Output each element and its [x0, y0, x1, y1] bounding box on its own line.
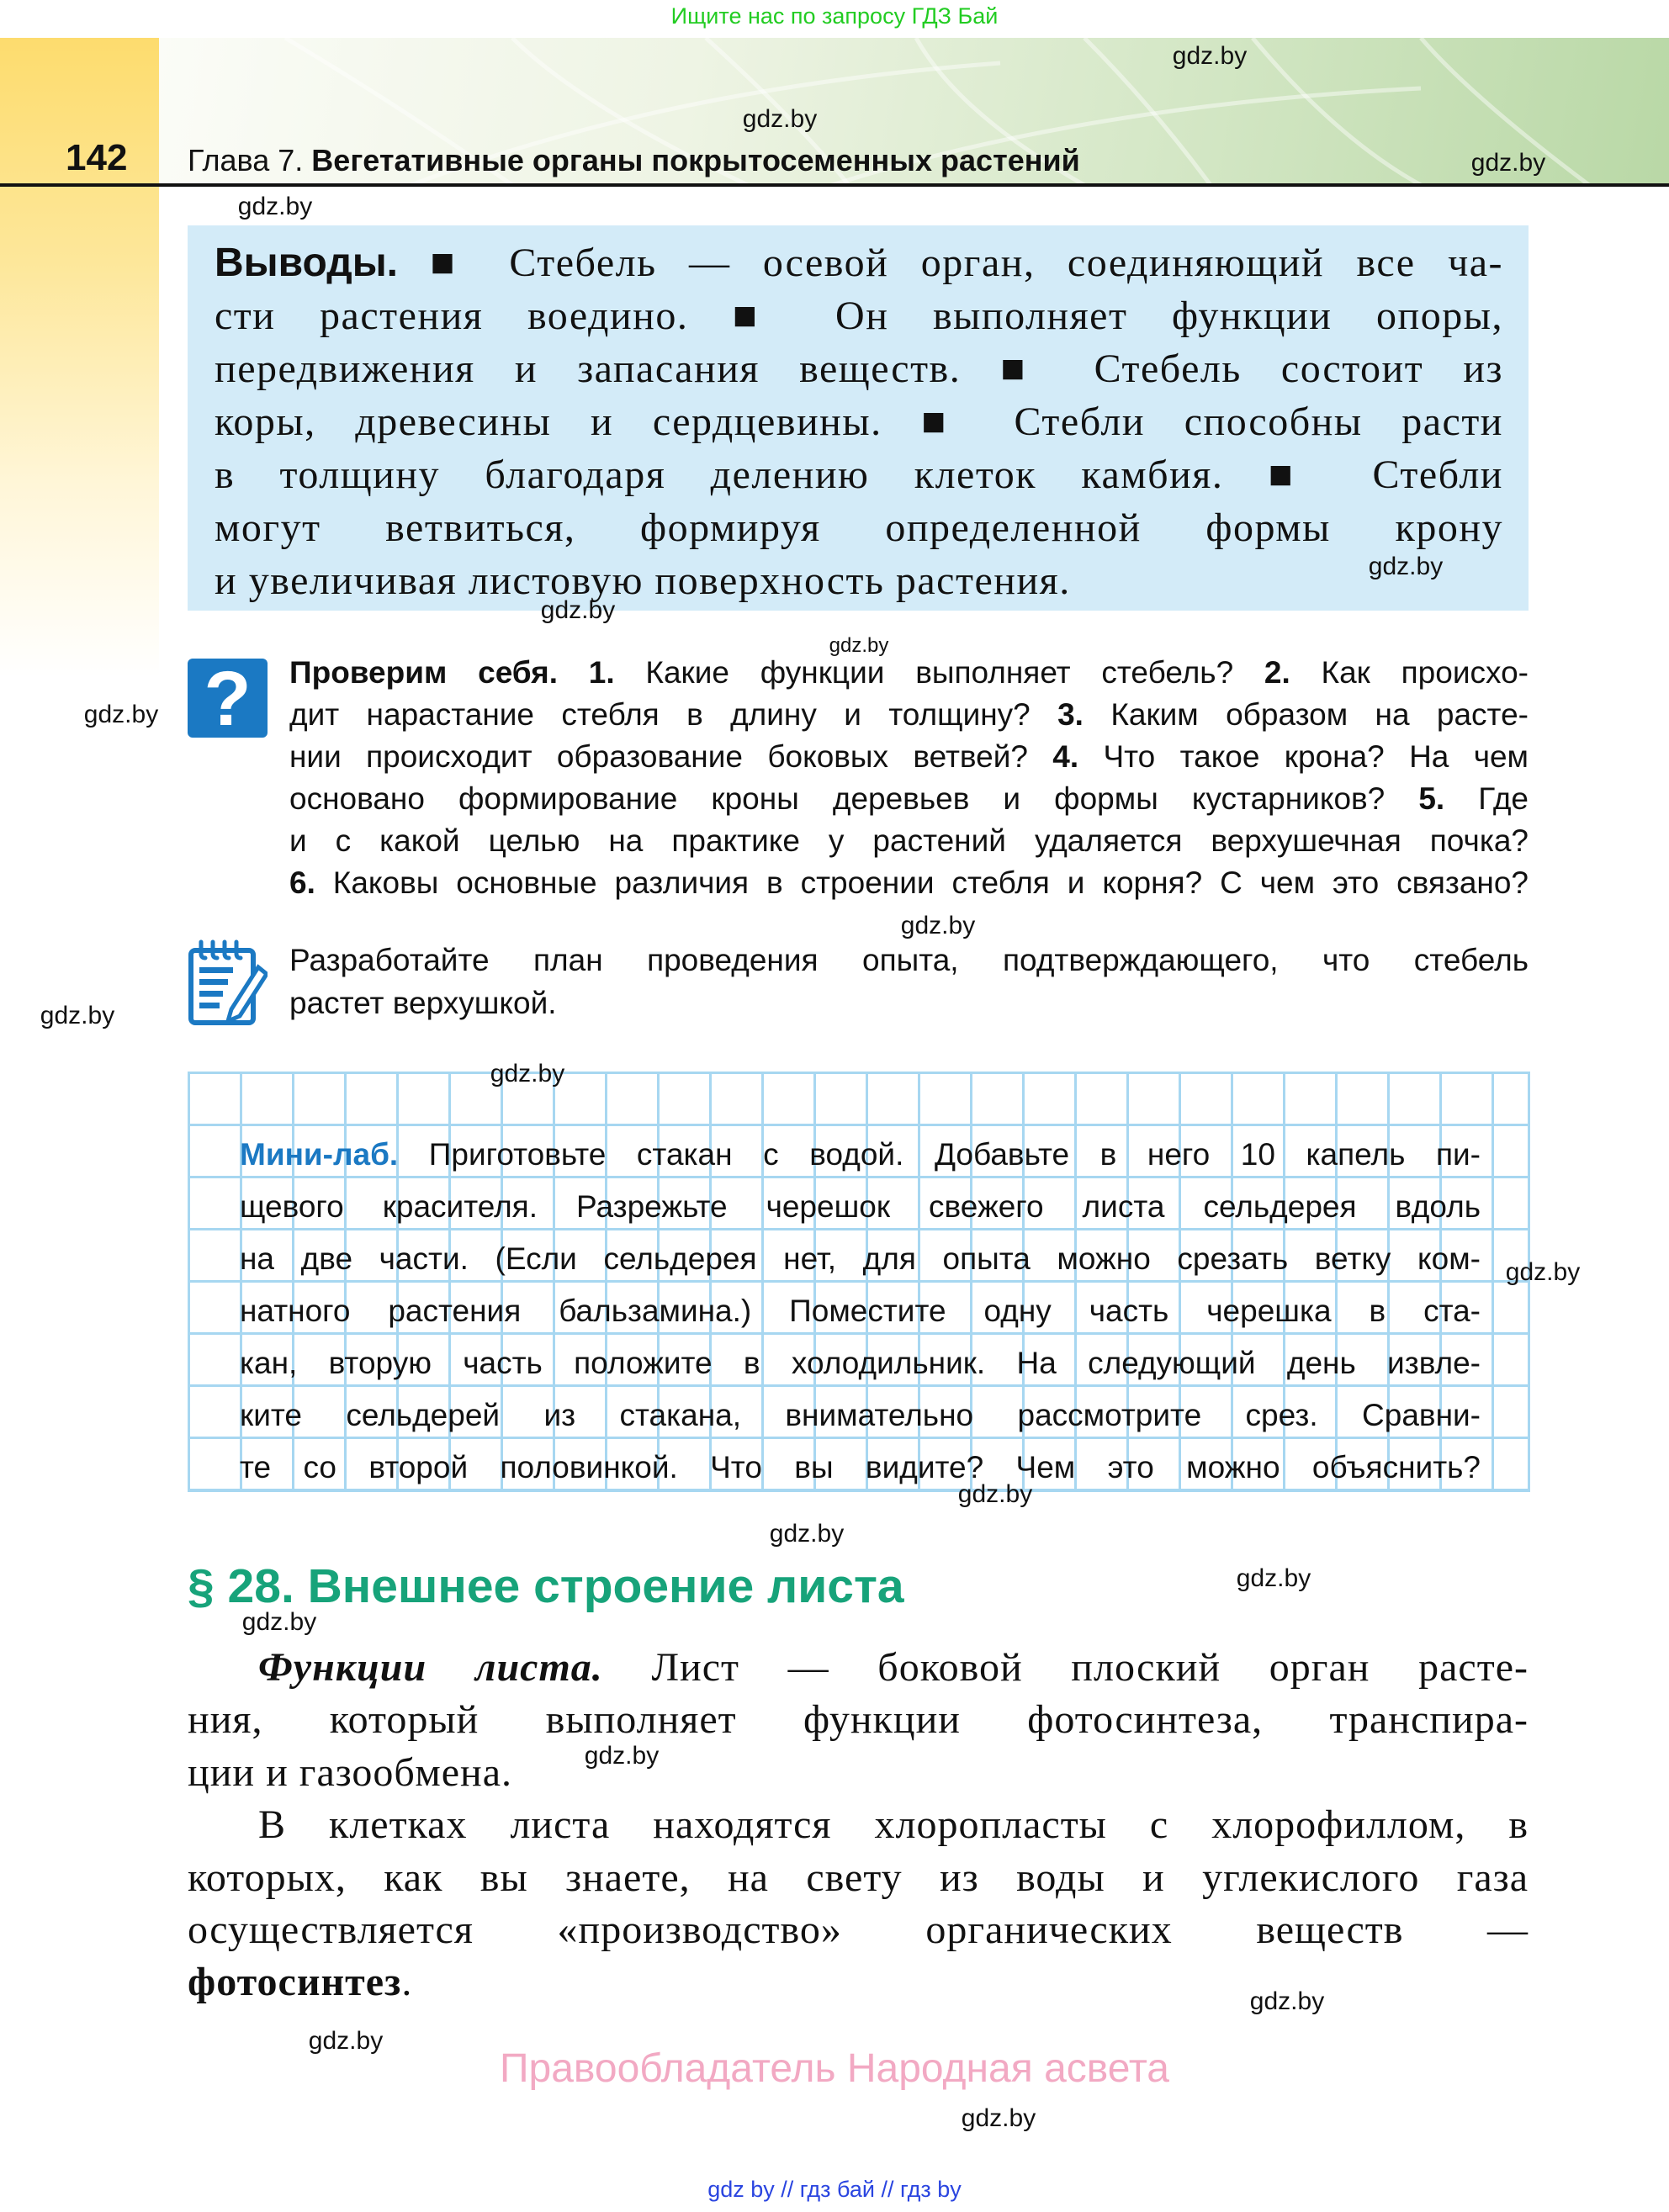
- text-segment: Какие функции выполняет стебель?: [614, 655, 1264, 690]
- emphasis-text: Функции листа.: [258, 1645, 603, 1690]
- self-check-questions: [289, 652, 1529, 904]
- watermark: gdz.by: [237, 193, 313, 220]
- section-body: [188, 1642, 1529, 2009]
- emphasis-text: 5.: [1418, 781, 1445, 816]
- question-mark-icon: ?: [188, 659, 268, 738]
- text-segment: ния, который выполняет функции фотосинтеза, транспира-: [188, 1697, 1529, 1743]
- text-line: [188, 1852, 1529, 1904]
- text-segment: передвижения и запасания веществ. ■ Стебель состоит из: [215, 347, 1503, 391]
- text-segment: Каковы основные различия в строении стебля и корня? С чем это связано?: [315, 865, 1529, 900]
- text-line: [240, 1181, 1481, 1233]
- text-line: [215, 289, 1503, 342]
- notebook-pencil-icon: [188, 939, 268, 1027]
- text-line: [188, 1642, 1529, 1694]
- watermark: gdz.by: [1236, 1564, 1311, 1592]
- chapter-name: Вегетативные органы покрытосеменных растений: [311, 143, 1080, 177]
- top-banner: Ищите нас по запросу ГДЗ Бай: [670, 3, 999, 29]
- chapter-prefix: Глава 7.: [188, 143, 304, 177]
- watermark: gdz.by: [1470, 149, 1546, 177]
- text-segment: те со второй половинкой. Что вы видите? Чем это можно объяснить?: [240, 1450, 1481, 1484]
- text-segment: щевого красителя. Разрежьте черешок свежего листа сельдерея вдоль: [240, 1189, 1481, 1224]
- text-segment: растет верхушкой.: [289, 986, 557, 1020]
- text-segment: и увеличивая листовую поверхность растения.: [215, 558, 1071, 603]
- text-segment: Что такое крона? На чем: [1078, 739, 1529, 774]
- text-line: [188, 1694, 1529, 1746]
- task-text: [289, 939, 1529, 1024]
- text-segment: основано формирование кроны деревьев и формы кустарников?: [289, 781, 1419, 816]
- emphasis-text: Выводы.: [215, 241, 399, 285]
- text-line: [215, 342, 1503, 395]
- text-line: [289, 736, 1529, 778]
- text-segment: Где: [1444, 781, 1529, 816]
- page-number: 142: [66, 137, 128, 178]
- text-segment: в толщину благодаря делению клеток камбия. ■ Стебли: [215, 452, 1503, 497]
- text-line: [240, 1129, 1481, 1181]
- watermark: gdz.by: [1249, 1987, 1325, 2015]
- emphasis-text: 2.: [1264, 655, 1290, 690]
- text-segment: .: [401, 1960, 413, 2005]
- text-segment: Как происхо-: [1290, 655, 1529, 690]
- text-line: [289, 778, 1529, 820]
- text-line: [215, 554, 1503, 607]
- text-segment: сти растения воедино. ■ Он выполняет функции опоры,: [215, 294, 1503, 338]
- text-segment: Разработайте план проведения опыта, подтверждающего, что стебель: [289, 943, 1529, 977]
- text-line: [289, 862, 1529, 904]
- text-line: [289, 982, 1529, 1024]
- text-segment: могут ветвиться, формируя определенной формы крону: [215, 505, 1503, 550]
- watermark: gdz.by: [308, 2027, 384, 2055]
- text-line: [215, 395, 1503, 448]
- watermark: gdz.by: [40, 1002, 115, 1029]
- text-segment: кан, вторую часть положите в холодильник. На следующий день извле-: [240, 1346, 1481, 1380]
- watermark: gdz.by: [829, 634, 889, 657]
- text-line: [240, 1285, 1481, 1337]
- emphasis-text: Проверим себя. 1.: [289, 655, 615, 690]
- footer-links[interactable]: gdz by // гдз бай // гдз by: [707, 2177, 962, 2202]
- watermark: gdz.by: [742, 105, 818, 133]
- watermark: gdz.by: [490, 1060, 565, 1087]
- watermark: gdz.by: [961, 2104, 1036, 2132]
- text-line: [240, 1337, 1481, 1389]
- text-segment: на две части. (Если сельдерея нет, для опыта можно срезать ветку ком-: [240, 1241, 1481, 1276]
- watermark: gdz.by: [1505, 1258, 1581, 1286]
- conclusions-text: [215, 236, 1503, 607]
- text-segment: Приготовьте стакан с водой. Добавьте в него 10 капель пи-: [398, 1137, 1481, 1172]
- watermark: gdz.by: [957, 1480, 1033, 1508]
- text-line: [289, 939, 1529, 982]
- text-segment: ции и газообмена.: [188, 1749, 513, 1795]
- text-segment: ките сельдерей из стакана, внимательно рассмотрите срез. Сравни-: [240, 1398, 1481, 1432]
- text-line: [240, 1233, 1481, 1285]
- watermark: gdz.by: [1172, 42, 1248, 70]
- emphasis-text: Мини-лаб.: [240, 1137, 399, 1172]
- text-segment: которых, как вы знаете, на свету из воды и углекислого газа: [188, 1855, 1529, 1900]
- watermark: gdz.by: [540, 596, 616, 624]
- text-segment: ■ Стебель — осевой орган, соединяющий все ча-: [398, 241, 1503, 285]
- text-segment: В клетках листа находятся хлоропласты с хлорофиллом, в: [258, 1802, 1529, 1848]
- section-heading: § 28. Внешнее строение листа: [188, 1559, 904, 1613]
- text-line: [188, 1904, 1529, 1956]
- emphasis-text: 6.: [289, 865, 315, 900]
- text-segment: Каким образом на расте-: [1083, 697, 1529, 732]
- text-segment: коры, древесины и сердцевины. ■ Стебли способны расти: [215, 400, 1503, 444]
- text-line: [188, 1747, 1529, 1799]
- text-segment: нии происходит образование боковых ветвей?: [289, 739, 1053, 774]
- watermark: gdz.by: [584, 1742, 660, 1770]
- text-line: [215, 236, 1503, 289]
- header-divider: [0, 183, 1669, 187]
- watermark: gdz.by: [900, 912, 976, 939]
- watermark: gdz.by: [241, 1608, 317, 1636]
- text-line: [289, 820, 1529, 862]
- emphasis-text: 3.: [1057, 697, 1084, 732]
- text-line: [188, 1956, 1529, 2008]
- text-segment: осуществляется «производство» органических веществ —: [188, 1908, 1529, 1953]
- text-line: [215, 448, 1503, 501]
- text-line: [289, 694, 1529, 736]
- minilab-text: [240, 1129, 1481, 1494]
- text-segment: дит нарастание стебля в длину и толщину?: [289, 697, 1058, 732]
- watermark: gdz.by: [83, 701, 159, 728]
- copyright-notice: Правообладатель Народная асвета: [500, 2046, 1169, 2091]
- emphasis-text: 4.: [1052, 739, 1079, 774]
- text-line: [240, 1442, 1481, 1494]
- page-margin-strip: [0, 38, 159, 677]
- emphasis-text: фотосинтез: [188, 1960, 402, 2005]
- text-segment: Лист — боковой плоский орган расте-: [602, 1645, 1529, 1690]
- text-line: [289, 652, 1529, 694]
- text-line: [215, 501, 1503, 554]
- watermark: gdz.by: [1368, 553, 1444, 580]
- text-line: [188, 1799, 1529, 1851]
- chapter-title: [188, 143, 1080, 178]
- text-line: [240, 1389, 1481, 1442]
- text-segment: натного растения бальзамина.) Поместите одну часть черешка в ста-: [240, 1294, 1481, 1328]
- watermark: gdz.by: [769, 1520, 845, 1548]
- text-segment: и с какой целью на практике у растений удаляется верхушечная почка?: [289, 823, 1529, 858]
